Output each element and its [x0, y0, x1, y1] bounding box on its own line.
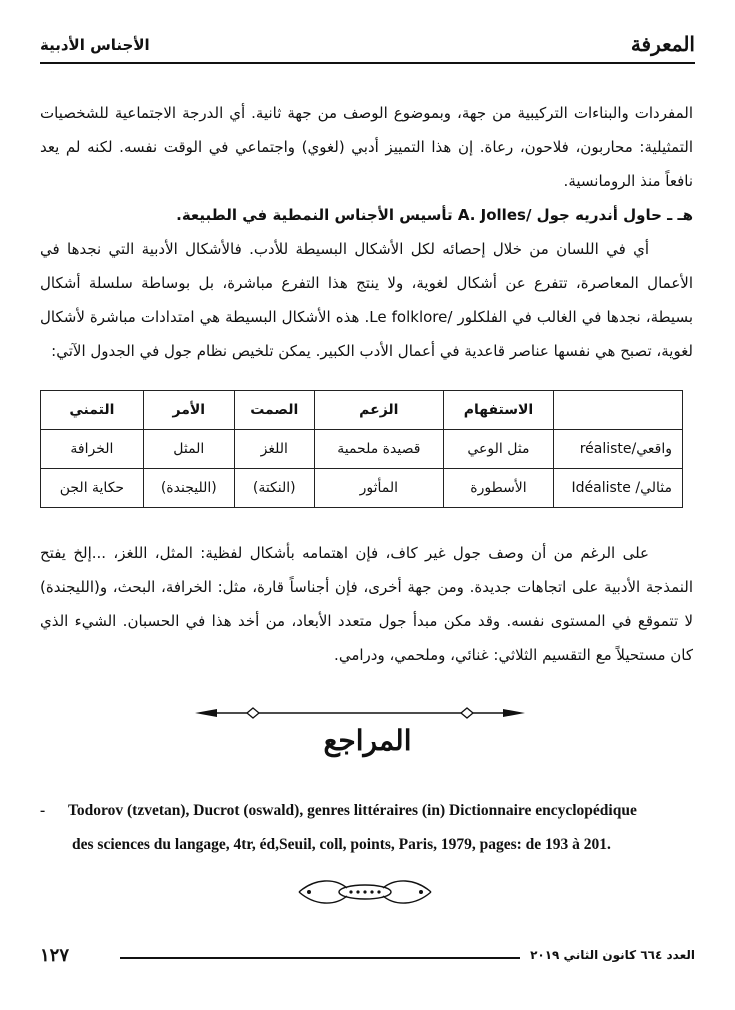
table-cell: مثل الوعي	[443, 430, 553, 469]
journal-title: المعرفة	[630, 32, 695, 56]
paragraph-3	[40, 536, 693, 672]
table-header-cell: الزعم	[314, 391, 443, 430]
table-cell: الخرافة	[41, 430, 144, 469]
table-header-cell	[554, 391, 683, 430]
section-title: الأجناس الأدبية	[40, 36, 150, 54]
page-number: ١٢٧	[40, 945, 70, 966]
reference-line-2: des sciences du langage, 4tr, éd,Seuil, coll, points, Paris, 1979, pages: de 193 à 201.	[72, 836, 611, 853]
table-header-row	[41, 391, 683, 430]
issue-info: العدد ٦٦٤ كانون الثاني ٢٠١٩	[530, 948, 695, 962]
table-cell: واقعي/réaliste	[554, 430, 683, 469]
table-cell: الأسطورة	[443, 469, 553, 508]
table-row	[41, 430, 683, 469]
table-header-cell: التمني	[41, 391, 144, 430]
table-cell: المأثور	[314, 469, 443, 508]
table-cell: قصيدة ملحمية	[314, 430, 443, 469]
table-cell: (الليجندة)	[143, 469, 234, 508]
genres-table	[40, 390, 683, 508]
reference-line-1: Todorov (tzvetan), Ducrot (oswald), genres littéraires (in) Dictionnaire encyclopédique	[68, 802, 637, 819]
table-header-cell: الصمت	[234, 391, 314, 430]
reference-item	[40, 794, 695, 862]
divider-ornament-icon	[195, 704, 525, 722]
paragraph-2	[40, 232, 693, 368]
table-cell: المثل	[143, 430, 234, 469]
closing-ornament-icon	[295, 876, 435, 908]
footer-rule	[120, 957, 520, 959]
table-cell: (النكتة)	[234, 469, 314, 508]
references-title: المراجع	[323, 724, 412, 757]
paragraph-2-text: أي في اللسان من خلال إحصائه لكل الأشكال البسيطة للأدب. فالأشكال الأدبية التي نجدها في الأعمال المعاصرة، تتفرع عن أشكال لغوية، ولا ينتج هذا التفرع مباشرة، بل بوساطة سلسلة أشكال بسيطة، نجدها في الغالب في الفلكلور /Le folklore. هذه الأشكال البسيطة هي امتدادات مباشرة لأشكال لغوية، تصبح هي نفسها عناصر قاعدية في أعمال الأدب الكبير. يمكن تلخيص نظام جول في الجدول الآتي:	[40, 240, 693, 360]
table-header-cell: الاستفهام	[443, 391, 553, 430]
table-header-cell: الأمر	[143, 391, 234, 430]
page-header	[40, 30, 695, 60]
paragraph-1: المفردات والبناءات التركيبية من جهة، وبموضوع الوصف من جهة ثانية. أي الدرجة الاجتماعية للشخصيات التمثيلية: محاربون، فلاحون، رعاة. إن هذا التمييز أدبي (لغوي) واجتماعي في الوقت نفسه. لكنه لم يعد نافعاً منذ الرومانسية.	[40, 104, 693, 190]
table-cell: مثالي/ Idéaliste	[554, 469, 683, 508]
paragraph-2-heading: هـ ـ حاول أندريه جول /A. Jolles تأسيس الأجناس النمطية في الطبيعة.	[176, 206, 693, 224]
table-cell: حكاية الجن	[41, 469, 144, 508]
table-row	[41, 469, 683, 508]
header-rule	[40, 62, 695, 64]
table-cell: اللغز	[234, 430, 314, 469]
paragraph-3-text: على الرغم من أن وصف جول غير كاف، فإن اهتمامه بأشكال لفظية: المثل، اللغز، ...إلخ يفتح النمذجة الأدبية على اتجاهات جديدة. ومن جهة أخرى، فإن أجناساً قارة، مثل: الخرافة، البحث، و(الليجندة) لا تتموقع في المستوى نفسه. وقد مكن مبدأ جول متعدد الأبعاد، من أخد هذا في الحسبان. الشيء الذي كان مستحيلاً مع التقسيم الثلاثي: غنائي، وملحمي، ودرامي.	[40, 544, 693, 664]
reference-dash: -	[40, 802, 46, 819]
page-footer	[40, 945, 695, 969]
